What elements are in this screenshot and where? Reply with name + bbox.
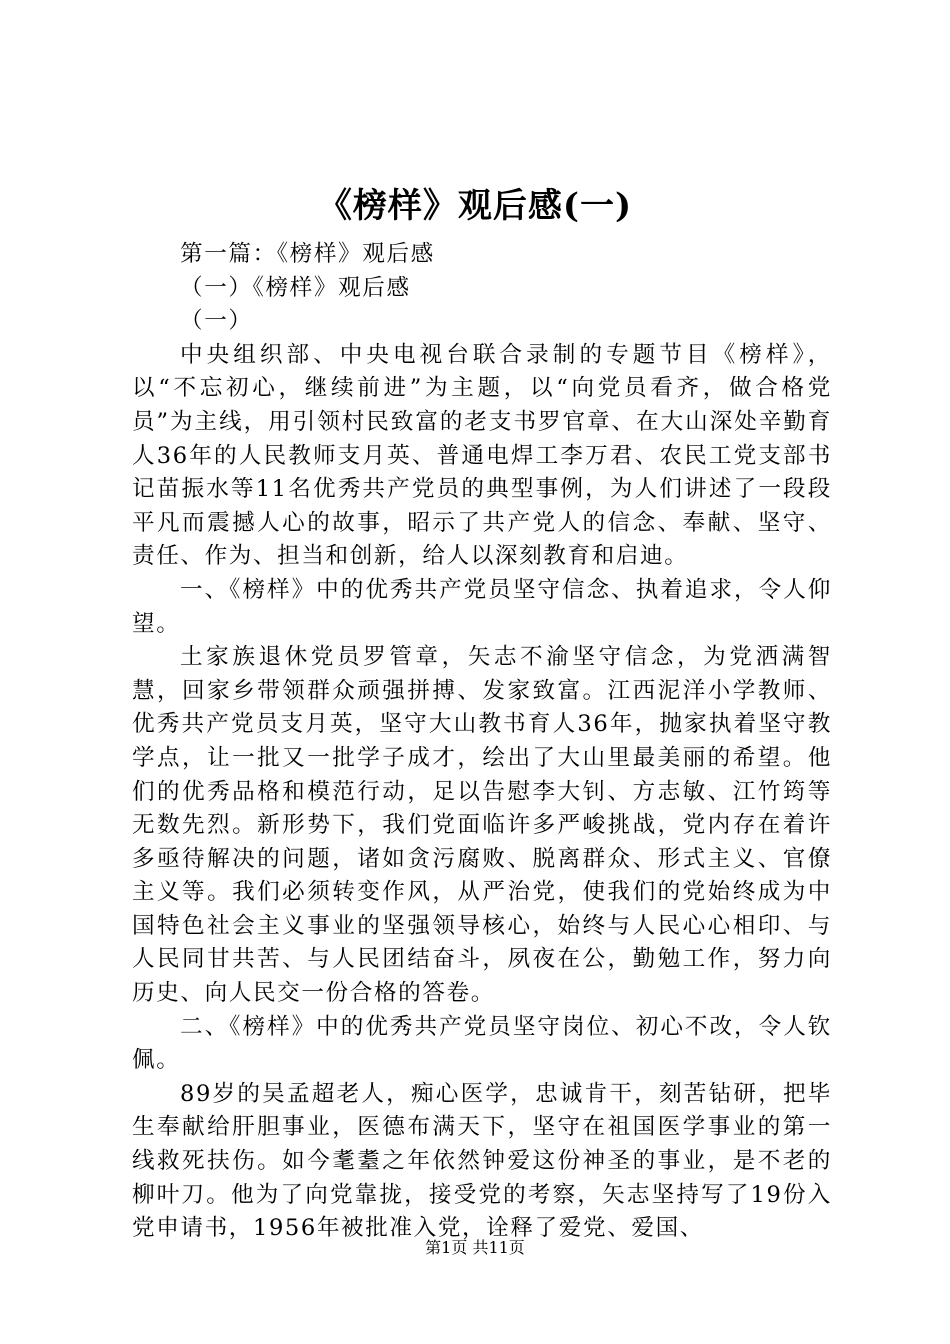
section-heading: 第一篇：《榜样》观后感: [180, 241, 435, 267]
subsection-heading: （一）《榜样》观后感: [180, 274, 411, 301]
document-body: [132, 238, 832, 1246]
point-heading: 二、《榜样》中的优秀共产党员坚守岗位、初心不改，令人钦佩。: [132, 1013, 832, 1074]
body-paragraph: 土家族退休党员罗管章，矢志不渝坚守信念，为党洒满智慧，回家乡带领群众顽强拼搏、发家致富。江西泥洋小学教师、优秀共产党员支月英，坚守大山教书育人36年，抛家执着坚守教学点，让一批又一批学子成才，绘出了大山里最美丽的希望。他们的优秀品格和模范行动，足以告慰李大钊、方志敏、江竹筠等无数先烈。新形势下，我们党面临许多严峻挑战，党内存在着许多亟待解决的问题，诸如贪污腐败、脱离群众、形式主义、官僚主义等。我们必须转变作风，从严治党，使我们的党始终成为中国特色社会主义事业的坚强领导核心，始终与人民心心相印、与人民同甘共苦、与人民团结奋斗，夙夜在公，勤勉工作，努力向历史、向人民交一份合格的答卷。: [132, 644, 832, 1007]
point-heading: 一、《榜样》中的优秀共产党员坚守信念、执着追求，令人仰望。: [132, 576, 832, 637]
subsection-number: （一）: [180, 308, 253, 335]
body-paragraph: 中央组织部、中央电视台联合录制的专题节目《榜样》，以“不忘初心，继续前进”为主题，以“向党员看齐，做合格党员”为主线，用引领村民致富的老支书罗官章、在大山深处辛勤育人36年的人民教师支月英、普通电焊工李万君、农民工党支部书记苗振水等11名优秀共产党员的典型事例，为人们讲述了一段段平凡而震撼人心的故事，昭示了共产党人的信念、奉献、坚守、责任、作为、担当和创新，给人以深刻教育和启迪。: [132, 341, 832, 570]
page-footer: 第1页 共11页: [425, 1238, 525, 1257]
body-paragraph: 89岁的吴孟超老人，痴心医学，忠诚肯干，刻苦钻研，把毕生奉献给肝胆事业，医德布满天下，坚守在祖国医学事业的第一线救死扶伤。如今耄耋之年依然钟爱这份神圣的事业，是不老的柳叶刀。他为了向党靠拢，接受党的考察，矢志坚持写了19份入党申请书，1956年被批准入党，诠释了爱党、爱国、: [132, 1080, 832, 1242]
document-title: 《榜样》观后感(一): [317, 186, 633, 226]
